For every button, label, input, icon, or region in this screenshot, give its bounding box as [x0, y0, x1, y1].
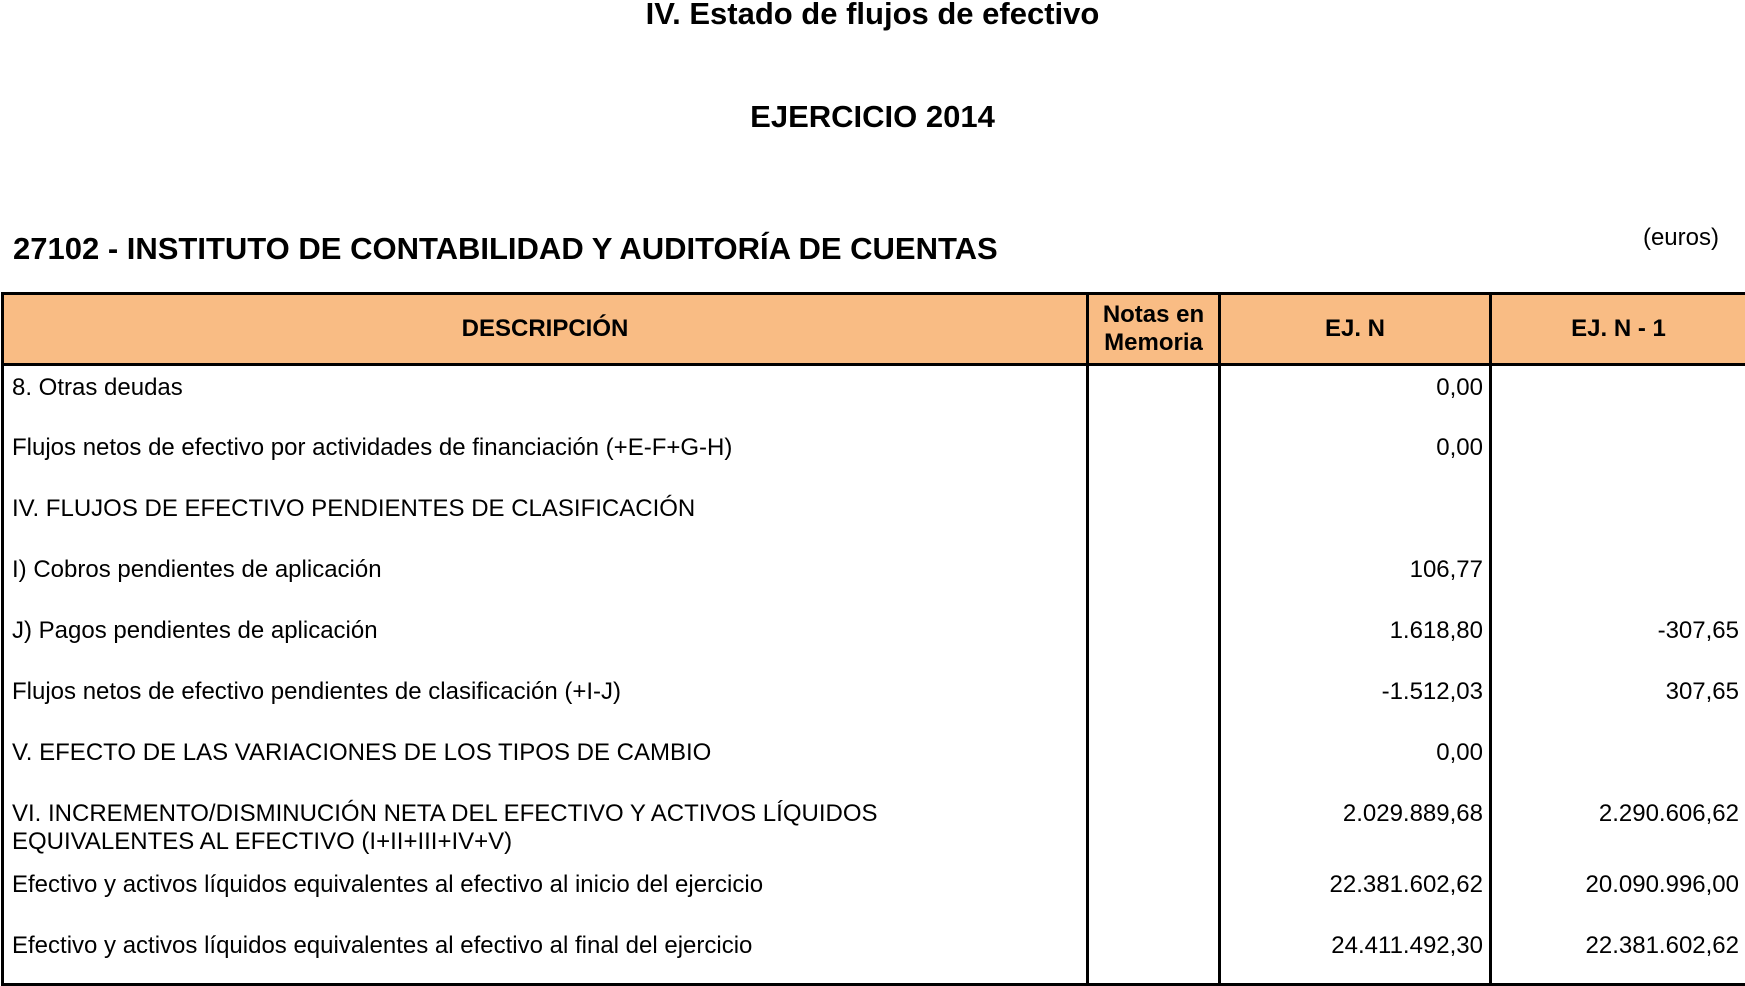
table-row: [3, 426, 1745, 487]
table-row: [3, 365, 1745, 426]
row-year-n-value: 106,77: [1220, 548, 1491, 609]
row-year-n-value: 0,00: [1220, 365, 1491, 426]
row-year-n-value: 2.029.889,68: [1220, 792, 1491, 863]
table-row: [3, 924, 1745, 985]
column-header-notes-line2: Memoria: [1104, 329, 1203, 356]
document-title: IV. Estado de flujos de efectivo: [0, 0, 1745, 32]
row-year-n1-value: [1491, 426, 1745, 487]
row-year-n1-value: -307,65: [1491, 609, 1745, 670]
row-notes: [1088, 863, 1220, 924]
row-year-n1-value: [1491, 731, 1745, 792]
row-description: [3, 792, 1088, 863]
document-subtitle: EJERCICIO 2014: [0, 99, 1745, 135]
row-year-n-value: 0,00: [1220, 731, 1491, 792]
row-year-n-value: [1220, 487, 1491, 548]
row-year-n1-value: 20.090.996,00: [1491, 863, 1745, 924]
row-year-n-value: 22.381.602,62: [1220, 863, 1491, 924]
table-row: [3, 792, 1745, 863]
row-notes: [1088, 609, 1220, 670]
row-notes: [1088, 365, 1220, 426]
row-year-n1-value: [1491, 365, 1745, 426]
row-notes: [1088, 792, 1220, 863]
row-description: V. EFECTO DE LAS VARIACIONES DE LOS TIPOS DE CAMBIO: [3, 731, 1088, 792]
table-header-row: [3, 294, 1745, 365]
row-year-n1-value: 22.381.602,62: [1491, 924, 1745, 985]
row-notes: [1088, 426, 1220, 487]
row-description-line2: EQUIVALENTES AL EFECTIVO (I+II+III+IV+V): [12, 828, 512, 855]
row-notes: [1088, 487, 1220, 548]
column-header-year-n1: EJ. N - 1: [1491, 294, 1745, 365]
row-notes: [1088, 670, 1220, 731]
cash-flow-table: [1, 292, 1745, 986]
currency-unit-label: (euros): [1643, 224, 1719, 252]
table-row: [3, 670, 1745, 731]
row-description: Efectivo y activos líquidos equivalentes al efectivo al inicio del ejercicio: [3, 863, 1088, 924]
row-description: J) Pagos pendientes de aplicación: [3, 609, 1088, 670]
table-row: [3, 731, 1745, 792]
row-description-line1: VI. INCREMENTO/DISMINUCIÓN NETA DEL EFECTIVO Y ACTIVOS LÍQUIDOS: [12, 800, 878, 827]
row-description: 8. Otras deudas: [3, 365, 1088, 426]
row-year-n-value: 0,00: [1220, 426, 1491, 487]
row-description: Efectivo y activos líquidos equivalentes al efectivo al final del ejercicio: [3, 924, 1088, 985]
row-year-n1-value: 2.290.606,62: [1491, 792, 1745, 863]
row-description: I) Cobros pendientes de aplicación: [3, 548, 1088, 609]
row-year-n1-value: 307,65: [1491, 670, 1745, 731]
row-notes: [1088, 924, 1220, 985]
row-description: Flujos netos de efectivo pendientes de clasificación (+I-J): [3, 670, 1088, 731]
row-description: Flujos netos de efectivo por actividades de financiación (+E-F+G-H): [3, 426, 1088, 487]
column-header-year-n: EJ. N: [1220, 294, 1491, 365]
entity-title: 27102 - INSTITUTO DE CONTABILIDAD Y AUDITORÍA DE CUENTAS: [13, 231, 998, 267]
column-header-notes-line1: Notas en: [1103, 301, 1204, 328]
row-notes: [1088, 548, 1220, 609]
table-row: [3, 487, 1745, 548]
row-notes: [1088, 731, 1220, 792]
row-year-n-value: 24.411.492,30: [1220, 924, 1491, 985]
row-year-n1-value: [1491, 487, 1745, 548]
row-description: IV. FLUJOS DE EFECTIVO PENDIENTES DE CLASIFICACIÓN: [3, 487, 1088, 548]
row-year-n1-value: [1491, 548, 1745, 609]
row-year-n-value: -1.512,03: [1220, 670, 1491, 731]
column-header-description: DESCRIPCIÓN: [3, 294, 1088, 365]
table-row: [3, 863, 1745, 924]
table-row: [3, 609, 1745, 670]
row-year-n-value: 1.618,80: [1220, 609, 1491, 670]
table-row: [3, 548, 1745, 609]
column-header-notes: [1088, 294, 1220, 365]
